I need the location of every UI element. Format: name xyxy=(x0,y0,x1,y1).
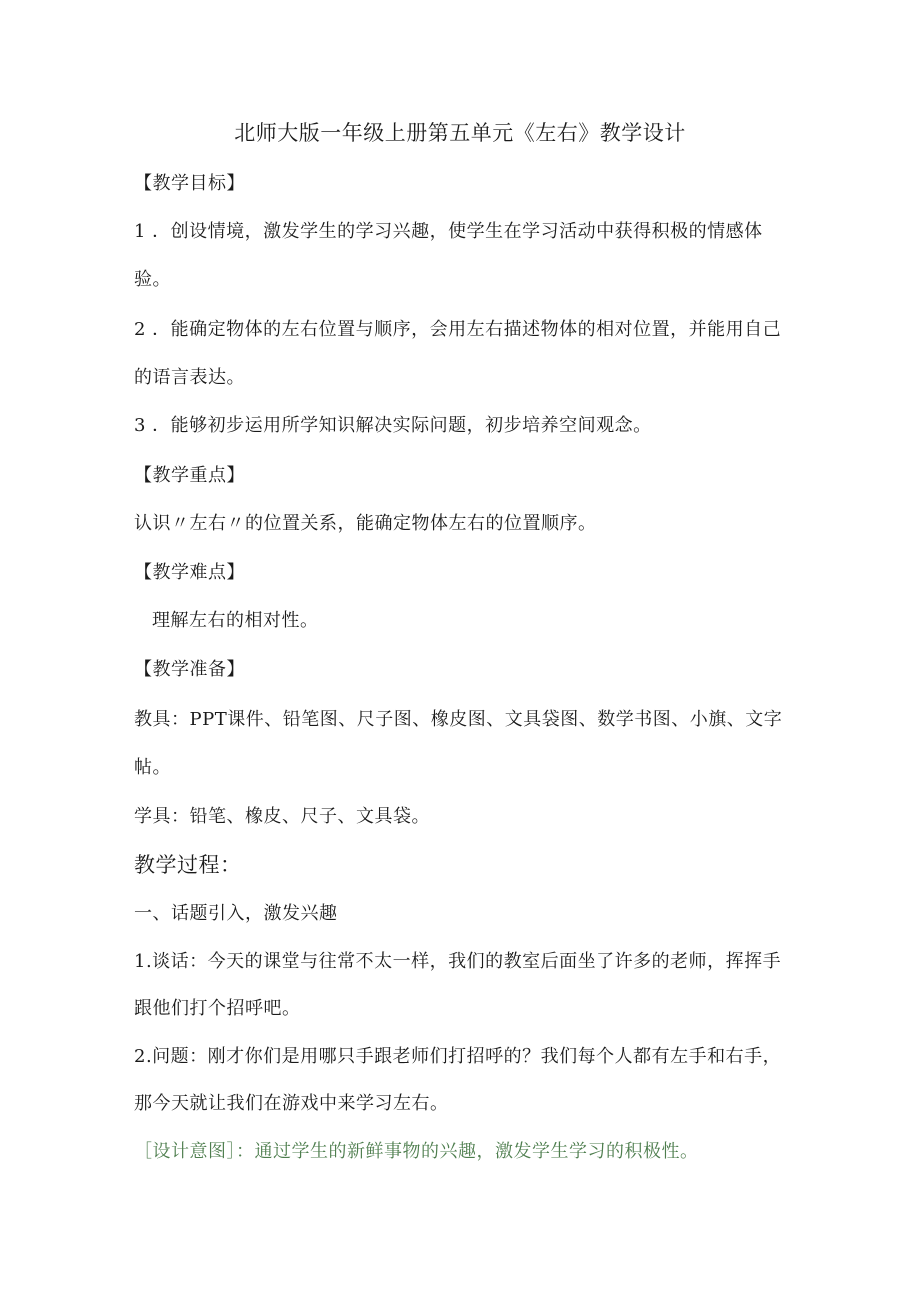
process-heading: 教学过程： xyxy=(134,853,242,877)
document-title: 北师大版一年级上册第五单元《左右》教学设计 xyxy=(234,121,686,145)
objectives-heading: 【教学目标】 xyxy=(134,173,245,194)
step-2-line-2: 那今天就让我们在游戏中来学习左右。 xyxy=(134,1093,449,1114)
step-2-line-1: 2.问题：刚才你们是用哪只手跟老师们打招呼的？我们每个人都有左手和右手， xyxy=(134,1046,782,1067)
step-1-line-2: 跟他们打个招呼吧。 xyxy=(134,998,301,1019)
objective-2-line-1: 2 ．能确定物体的左右位置与顺序，会用左右描述物体的相对位置，并能用自己 xyxy=(134,319,782,340)
objective-2-line-2: 的语言表达。 xyxy=(134,367,245,388)
difficulties-heading: 【教学难点】 xyxy=(134,562,245,583)
teacher-materials-line-2: 帖。 xyxy=(134,757,171,778)
design-intent-note: ［设计意图］：通过学生的新鲜事物的兴趣，激发学生学习的积极性。 xyxy=(134,1141,699,1162)
section-1-heading: 一、话题引入，激发兴趣 xyxy=(134,903,338,924)
objective-1-line-2: 验。 xyxy=(134,269,171,290)
key-points-heading: 【教学重点】 xyxy=(134,465,245,486)
teacher-materials-line-1: 教具：PPT课件、铅笔图、尺子图、橡皮图、文具袋图、数学书图、小旗、文字 xyxy=(134,709,783,730)
step-1-line-1: 1.谈话：今天的课堂与往常不太一样，我们的教室后面坐了许多的老师，挥挥手 xyxy=(134,951,782,972)
objective-1-line-1: 1 ．创设情境，激发学生的学习兴趣，使学生在学习活动中获得积极的情感体 xyxy=(134,221,763,242)
preparation-heading: 【教学准备】 xyxy=(134,659,245,680)
objective-3: 3 ．能够初步运用所学知识解决实际问题，初步培养空间观念。 xyxy=(134,415,652,436)
student-materials: 学具：铅笔、橡皮、尺子、文具袋。 xyxy=(134,806,430,827)
key-points-text: 认识〃左右〃的位置关系，能确定物体左右的位置顺序。 xyxy=(134,513,597,534)
difficulties-text: 理解左右的相对性。 xyxy=(152,610,319,631)
